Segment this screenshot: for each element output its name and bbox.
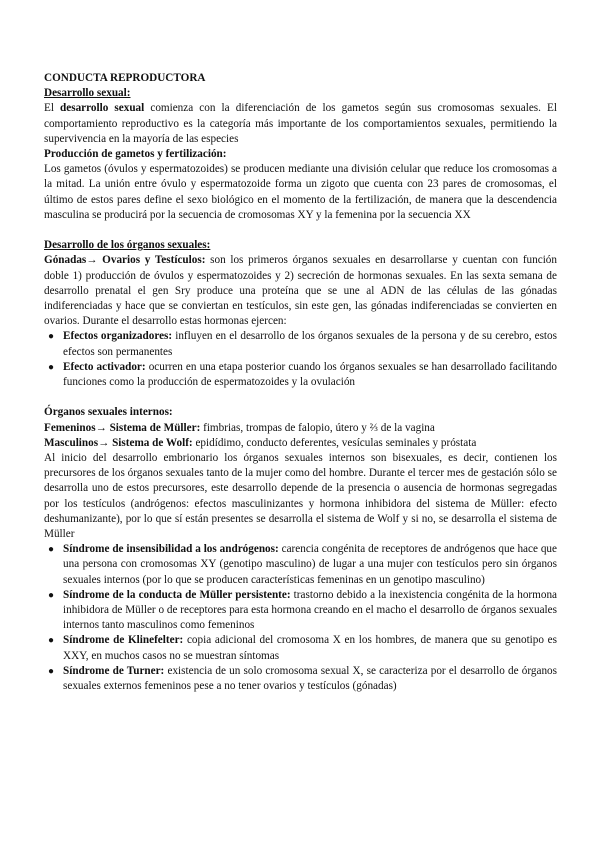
list-sindromes: [44, 542, 557, 694]
text-run: carencia congénita de receptores de andrógenos que hace que una persona con cromosomas XY (genotipo masculino) de lugar a una mujer con testículos pero sin órganos sexuales internos (por lo que se producen características femeninas en un genotipo masculino): [63, 543, 557, 586]
bullet-icon: ●: [48, 331, 55, 343]
list-item: [44, 329, 557, 359]
bold-term: Gónadas→ Ovarios y Testículos:: [44, 254, 206, 267]
text-run: copia adicional del cromosoma X en los hombres, de manera que su genotipo es XXY, en muchos casos no se muestran síntomas: [63, 634, 557, 662]
list-item: [44, 588, 557, 634]
text-run: son los primeros órganos sexuales en desarrollarse y cuentan con función doble 1) producción de óvulos y espermatozoides y 2) secreción de hormonas sexuales. En las sexta semana de desarrollo prenatal el gen Sry produce una proteína que se une al ADN de las células de las gónadas indiferenciadas y hace que se conviertan en testículos, sin este gen, las gónadas indiferenciadas se convierten en ovarios. Durante el desarrollo estas hormonas ejercen:: [44, 254, 557, 328]
bold-term: Efectos organizadores:: [63, 330, 173, 343]
text-run: existencia de un solo cromosoma sexual X, se caracteriza por el desarrollo de órganos sexuales externos femeninos pese a no tener ovarios y testículos (gónadas): [63, 664, 557, 693]
heading-desarrollo-sexual: Desarrollo sexual:: [44, 87, 131, 100]
bullet-icon: ●: [48, 589, 55, 601]
bullet-icon: ●: [48, 544, 55, 556]
bold-term: Síndrome de Turner:: [63, 664, 165, 677]
bold-term: Femeninos→ Sistema de Müller:: [44, 421, 201, 434]
paragraph-gonadas: [44, 253, 557, 329]
spacer: [44, 223, 557, 238]
paragraph-desarrollo-sexual: [44, 101, 557, 147]
paragraph-desarrollo-embrionario: Al inicio del desarrollo embrionario los órganos sexuales internos son bisexuales, es decir, contienen los precursores de los órganos sexuales tanto de la mujer como del hombre. Durante el tercer mes de gestación sólo se desarrolla uno de estos precursores, este desarrollo depende de la presencia o ausencia de hormonas segregadas por los testículos (andrógenos: efectos masculinizantes y hormona inhibidora del sistema de Müller: efecto deshumanizante), por lo que sí están presentes se desarrolla el sistema de Wolf y si no, se desarrolla el sistema de Müller: [44, 452, 557, 541]
bullet-icon: ●: [48, 361, 55, 373]
paragraph-gametos: Los gametos (óvulos y espermatozoides) se producen mediante una división celular que reduce los cromosomas a la mitad. La unión entre óvulo y espermatozoide forma un zigoto que cuenta con 23 pares de cromosomas, el último de estos pares define el sexo biológico en el momento de la fertilización, de manera que la descendencia masculina se producirá por la secuencia de cromosomas XY y la femenina por la secuencia XX: [44, 163, 557, 221]
bullet-icon: ●: [48, 635, 55, 647]
list-item: [44, 664, 557, 694]
text-run: influyen en el desarrollo de los órganos sexuales de la persona y de su cerebro, estos efectos son permanentes: [63, 330, 557, 358]
bold-term: Masculinos→ Sistema de Wolf:: [44, 436, 193, 449]
text-run: ocurren en una etapa posterior cuando los órganos sexuales se han desarrollado facilitando funciones como la producción de espermatozoides y la ovulación: [63, 360, 557, 389]
list-item: [44, 542, 557, 588]
list-item: [44, 360, 557, 390]
bold-term: Síndrome de Klinefelter:: [63, 634, 184, 647]
bold-term: Efecto activador:: [63, 360, 146, 373]
heading-organos-internos: Órganos sexuales internos:: [44, 406, 173, 419]
bullet-icon: ●: [48, 665, 55, 677]
text-run: El: [44, 102, 61, 115]
bold-term: Síndrome de insensibilidad a los andrógenos:: [63, 543, 279, 556]
document-page: [44, 71, 557, 694]
list-item: [44, 633, 557, 663]
bold-term: Síndrome de la conducta de Müller persistente:: [63, 588, 291, 601]
subheading-gametos: Producción de gametos y fertilización:: [44, 148, 227, 161]
text-run: trastorno debido a la inexistencia congénita de la hormona inhibidora de Müller o de receptores para esta hormona creando en el macho el desarrollo de órganos sexuales internos tanto masculinos como femeninos: [63, 588, 558, 632]
text-run: fimbrias, trompas de falopio, útero y ⅔ de la vagina: [200, 421, 435, 434]
heading-organos-sexuales: Desarrollo de los órganos sexuales:: [44, 239, 211, 252]
text-run: epidídimo, conducto deferentes, vesículas seminales y próstata: [192, 436, 477, 449]
list-efectos: [44, 329, 557, 390]
document-title: CONDUCTA REPRODUCTORA: [44, 72, 206, 84]
bold-term: desarrollo sexual: [60, 102, 145, 115]
line-femeninos: [44, 421, 557, 436]
text-run: comienza con la diferenciación de los gametos según sus cromosomas sexuales. El comportamiento reproductivo es la categoría más importante de los comportamientos sexuales, permitiendo la supervivencia en la mayoría de las especies: [44, 102, 557, 145]
line-masculinos: [44, 436, 557, 451]
spacer: [44, 390, 557, 405]
